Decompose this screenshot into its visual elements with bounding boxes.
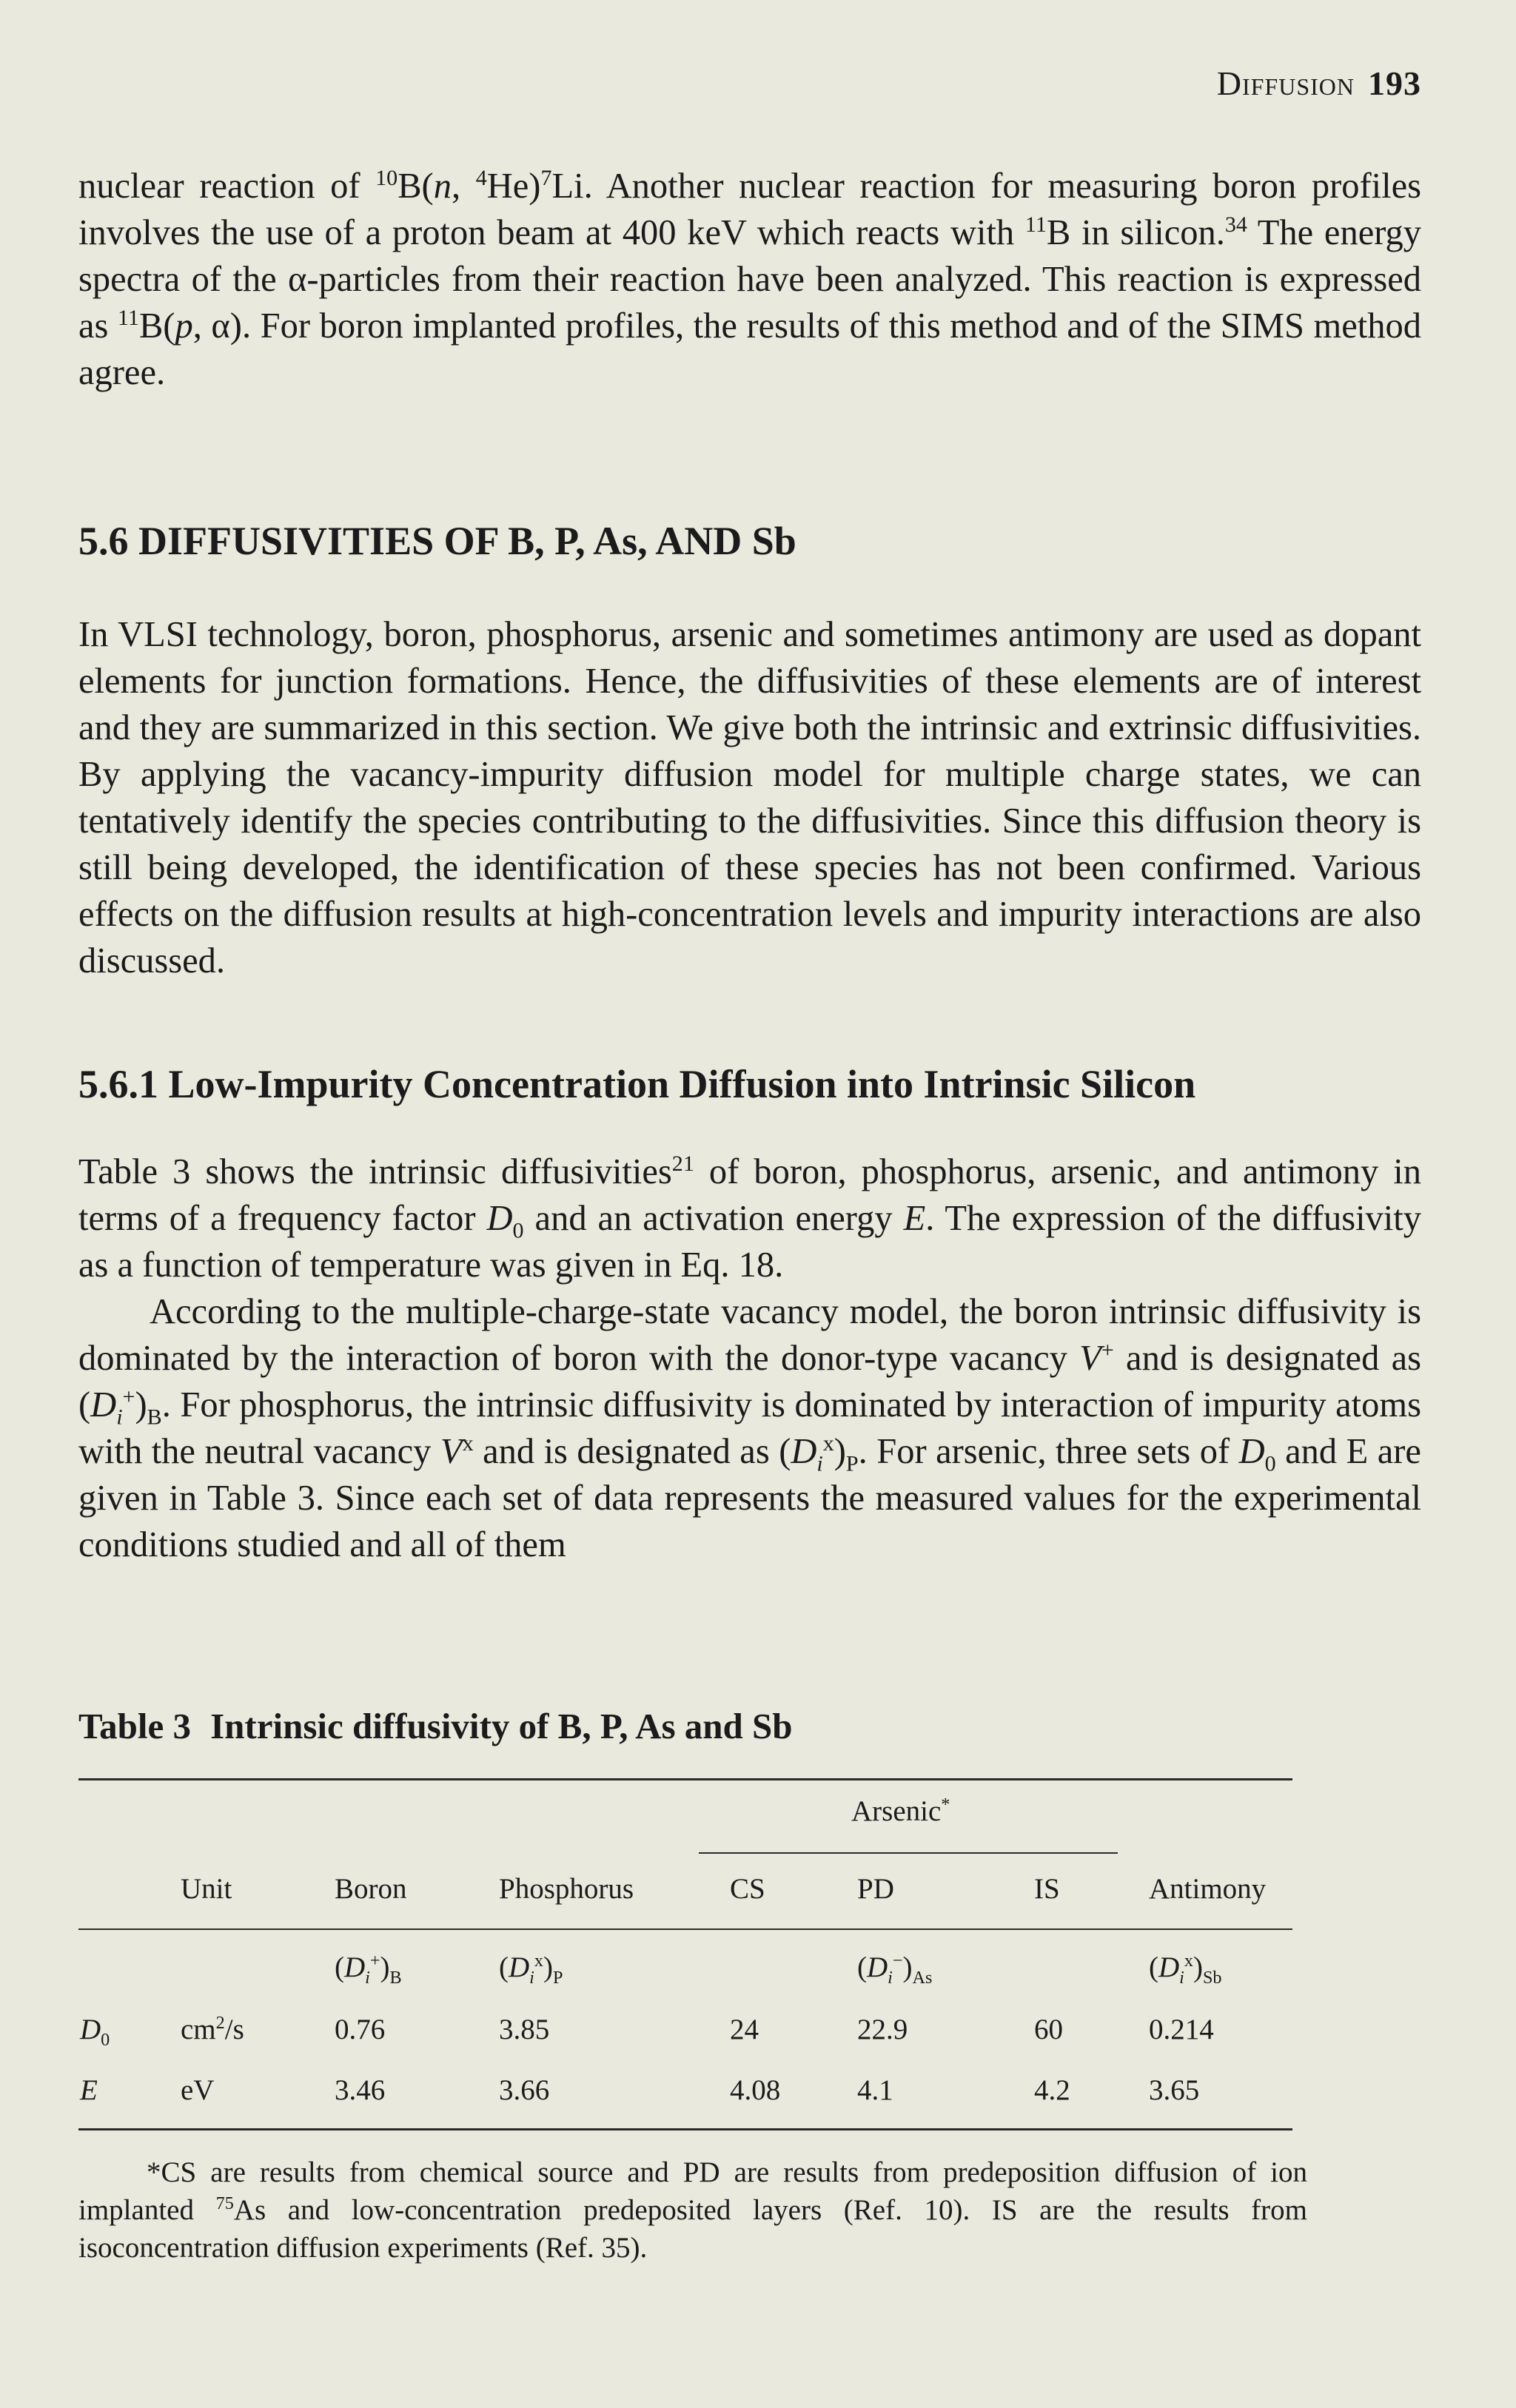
table-title: Intrinsic diffusivity of B, P, As and Sb [210, 1706, 793, 1746]
section-paragraph: In VLSI technology, boron, phosphorus, arsenic and sometimes antimony are used as dopant elements for junction formations. Hence, the diffusivities of these elements are of interest and they are summarized in this section. We give both the intrinsic and extrinsic diffusivities. By applying the vacancy-impurity diffusion model for multiple charge states, we can tentatively identify the species contributing to the diffusivities. Since this diffusion theory is still being developed, the identification of these species has not been confirmed. Various effects on the diffusion results at high-concentration levels and impurity interactions are also discussed. [78, 615, 1421, 981]
table-cell: 60 [1034, 2014, 1063, 2045]
running-title: Diffusion [1216, 64, 1355, 102]
row-d0-unit: $cm^2/s$ [181, 2013, 244, 2045]
section-heading: 5.6 DIFFUSIVITIES OF B, P, As, AND Sb [78, 519, 796, 563]
table-bottom-rule [78, 2128, 1292, 2130]
header-phosphorus: Phosphorus [499, 1873, 634, 1905]
table-top-rule [78, 1778, 1292, 1780]
table-cell: 4.1 [857, 2074, 893, 2106]
table-cell: 3.85 [499, 2014, 550, 2045]
header-unit: Unit [181, 1873, 232, 1905]
arsenic-group-rule [699, 1852, 1118, 1854]
species-boron: $(D_i^+)_B$ [335, 1951, 402, 1988]
table-cell: 3.66 [499, 2074, 550, 2106]
table-cell: 0.76 [335, 2014, 386, 2045]
species-antimony: $(D_i^x)_{Sb}$ [1149, 1951, 1222, 1988]
table-label: Table 3 [78, 1706, 192, 1746]
species-phosphorus: $(D_i^x)_P$ [499, 1951, 563, 1988]
table-cell: 22.9 [857, 2014, 908, 2045]
table-cell: 0.214 [1149, 2014, 1214, 2045]
page-number: 193 [1368, 64, 1421, 102]
table-header-rule [78, 1928, 1292, 1930]
subsection-paragraph-2: According to the multiple-charge-state vacancy model, the boron intrinsic diffusivity is dominated by the interaction of boron with the donor-type vacancy V+ and is designated as $(D_i^+)_B$. For phosphorus, the intrinsic diffusivity is dominated by interaction of impurity atoms with the neutral vacancy $V^x$ and is designated as $(D_i^x)_P$. For arsenic, three sets of $D_0$ and E are given in Table 3. Since each set of data represents the measured values for the experimental conditions studied and all of them [78, 1292, 1421, 1564]
subsection-paragraph-1: Table 3 shows the intrinsic diffusivities$^{21}$ of boron, phosphorus, arsenic, and antimony in terms of a frequency factor $D_0$ and an activation energy E. The expression of the diffusivity as a function of temperature was given in Eq. 18. [78, 1150, 1421, 1285]
header-pd: PD [857, 1873, 894, 1905]
table-cell: 4.08 [730, 2074, 781, 2106]
table-cell: 4.2 [1034, 2074, 1070, 2106]
row-e-unit: eV [181, 2074, 215, 2106]
subsection-heading: 5.6.1 Low-Impurity Concentration Diffusion into Intrinsic Silicon [78, 1062, 1196, 1106]
table-caption [78, 1705, 793, 1747]
header-antimony: Antimony [1149, 1873, 1267, 1905]
subsection-body [78, 1148, 1421, 1568]
header-boron: Boron [335, 1873, 407, 1905]
row-d0-symbol: $D_0$ [80, 2014, 110, 2050]
header-is: IS [1034, 1873, 1060, 1905]
table-footnote: *CS are results from chemical source and PD are results from predeposition diffusion of ion implanted $^{75}$As and low-concentration predeposited layers (Ref. 10). IS are the results from isoconcentration diffusion experiments (Ref. 35). [78, 2156, 1307, 2264]
table-cell: 24 [730, 2014, 759, 2045]
header-cs: CS [730, 1873, 765, 1905]
row-e-symbol: E [80, 2074, 98, 2106]
arsenic-group-header: Arsenic* [851, 1795, 950, 1827]
running-head [1217, 64, 1421, 103]
table-cell: 3.46 [335, 2074, 386, 2106]
table-cell: 3.65 [1149, 2074, 1200, 2106]
species-pd: $(D_i^-)_{As}$ [857, 1951, 933, 1988]
paragraph-nuclear-reaction: nuclear reaction of $^{10}$B(n, $^4$He)$^7$Li. Another nuclear reaction for measuring boron profiles involves the use of a proton beam at 400 keV which reacts with $^{11}$B in silicon.$^{34}$ The energy spectra of the α-particles from their reaction have been analyzed. This reaction is expressed as $^{11}$B(p, α). For boron implanted profiles, the results of this method and of the SIMS method agree. [78, 164, 1422, 392]
